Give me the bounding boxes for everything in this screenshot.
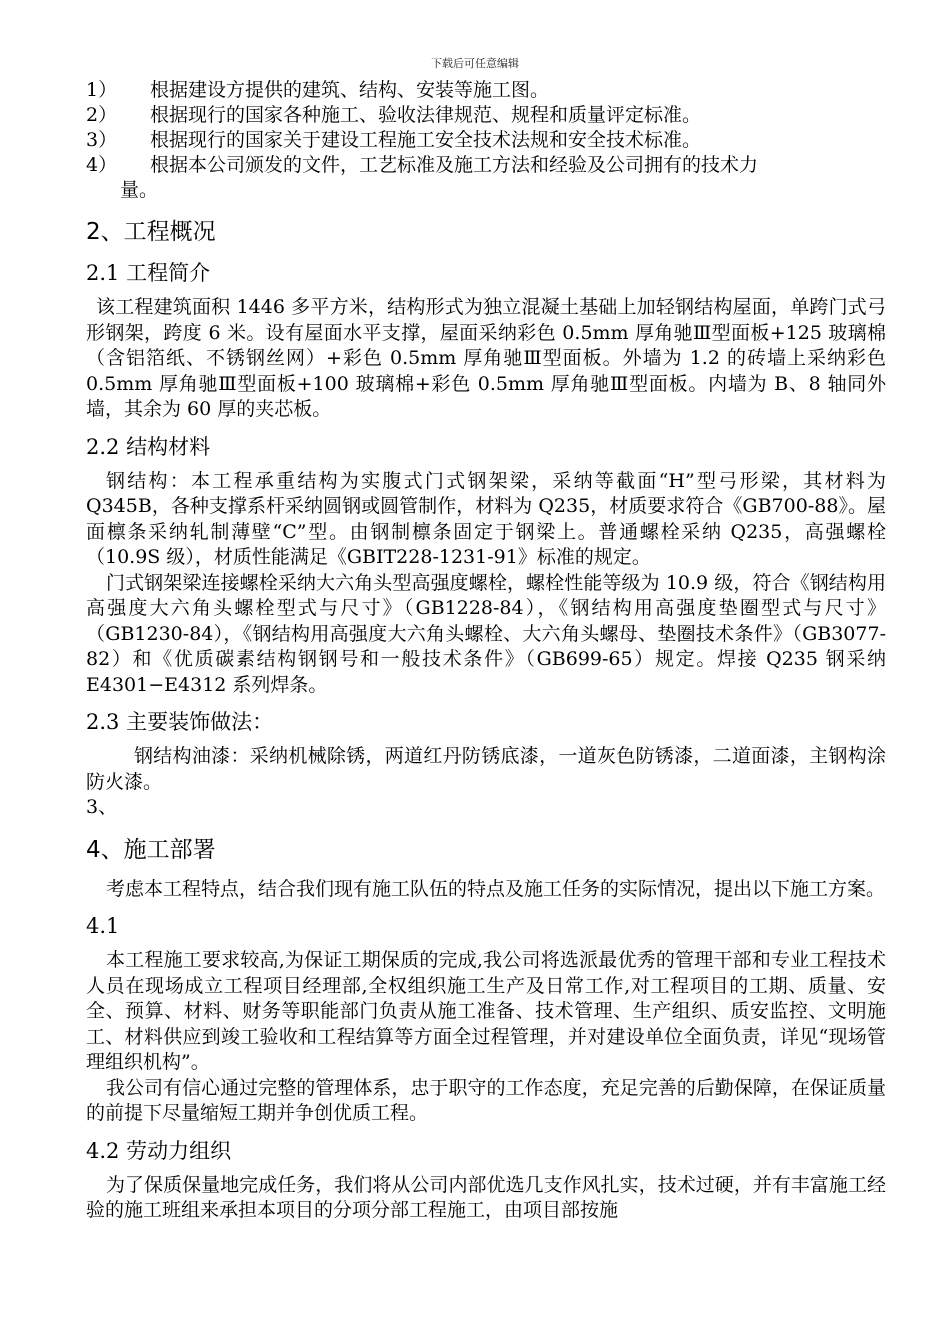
header-note: 下载后可任意编辑 (431, 57, 519, 70)
subsection-heading-2-1: 2.1 工程简介 (86, 261, 211, 285)
list-text: 根据现行的国家关于建设工程施工安全技术法规和安全技术标准。 (150, 129, 702, 151)
list-continuation: 量。 (120, 179, 159, 201)
list-number: 3） (86, 129, 118, 151)
basis-list (86, 78, 886, 203)
section-heading-4: 4、施工部署 (86, 836, 216, 863)
list-item (86, 153, 886, 178)
list-number: 2） (86, 104, 118, 126)
list-text: 根据本公司颁发的文件，工艺标准及施工方法和经验及公司拥有的技术力 (150, 154, 759, 176)
list-text: 根据建设方提供的建筑、结构、安装等施工图。 (150, 79, 550, 101)
list-item (86, 128, 886, 153)
paragraph: 该工程建筑面积 1446 多平方米，结构形式为独立混凝土基础上加轻钢结构屋面，单跨门式弓形钢架，跨度 6 米。设有屋面水平支撑，屋面采纳彩色 0.5mm 厚角驰Ⅲ型面板+125 玻璃棉（含铝箔纸、不锈钢丝网）+彩色 0.5mm 厚角驰Ⅲ型面板。外墙为 1.2 的砖墙上采纳彩色 0.5mm 厚角驰Ⅲ型面板+100 玻璃棉+彩色 0.5mm 厚角驰Ⅲ型面板。内墙为 B、8 轴同外墙，其余为 60 厚的夹芯板。 (86, 296, 886, 420)
list-text: 根据现行的国家各种施工、验收法律规范、规程和质量评定标准。 (150, 104, 702, 126)
paragraph: 钢结构：本工程承重结构为实腹式门式钢架梁，采纳等截面“H”型弓形梁，其材料为 Q345B，各种支撑系杆采纳圆钢或圆管制作，材料为 Q235，材质要求符合《GB700-88》。屋面檩条采纳轧制薄壁“C”型。由钢制檩条固定于钢梁上。普通螺栓采纳 Q235，高强螺栓（10.9S 级），材质性能满足《GBIT228-1231-91》标准的规定。 (86, 469, 886, 568)
list-number: 1） (86, 79, 118, 101)
paragraph: 门式钢架梁连接螺栓采纳大六角头型高强度螺栓，螺栓性能等级为 10.9 级，符合《钢结构用高强度大六角头螺栓型式与尺寸》（GB1228-84），《钢结构用高强度垫圈型式与尺寸》（GB1230-84），《钢结构用高强度大六角头螺栓、大六角头螺母、垫圈技术条件》（GB3077-82）和《优质碳素结构钢钢号和一般技术条件》（GB699-65）规定。焊接 Q235 钢采纳 E4301−E4312 系列焊条。 (86, 571, 886, 696)
subsection-heading-2-2: 2.2 结构材料 (86, 434, 211, 459)
section-heading-3: 3、 (86, 796, 118, 818)
list-number: 4） (86, 154, 118, 176)
list-item (86, 103, 886, 128)
paragraph: 本工程施工要求较高,为保证工期保质的完成,我公司将选派最优秀的管理干部和专业工程技术人员在现场成立工程项目经理部,全权组织施工生产及日常工作,对工程项目的工期、质量、安全、预算、材料、财务等职能部门负责从施工准备、技术管理、生产组织、质安监控、文明施工、材料供应到竣工验收和工程结算等方面全过程管理，并对建设单位全面负责，详见“现场管理组织机构”。 (86, 949, 886, 1073)
document-body (86, 78, 886, 1224)
subsection-heading-2-3: 2.3 主要装饰做法： (86, 710, 274, 734)
paragraph: 为了保质保量地完成任务，我们将从公司内部优选几支作风扎实，技术过硬，并有丰富施工经验的施工班组来承担本项目的分项分部工程施工，由项目部按施 (86, 1173, 886, 1221)
paragraph: 我公司有信心通过完整的管理体系，忠于职守的工作态度，充足完善的后勤保障，在保证质量的前提下尽量缩短工期并争创优质工程。 (86, 1076, 886, 1124)
subsection-heading-4-1: 4.1 (86, 914, 120, 938)
section-heading-2: 2、工程概况 (86, 219, 216, 245)
list-item (86, 78, 886, 103)
paragraph: 考虑本工程特点，结合我们现有施工队伍的特点及施工任务的实际情况，提出以下施工方案。 (106, 877, 886, 900)
paragraph: 钢结构油漆：采纳机械除锈，两道红丹防锈底漆，一道灰色防锈漆，二道面漆，主钢构涂防火漆。 (86, 745, 886, 793)
subsection-heading-4-2: 4.2 劳动力组织 (86, 1138, 232, 1163)
